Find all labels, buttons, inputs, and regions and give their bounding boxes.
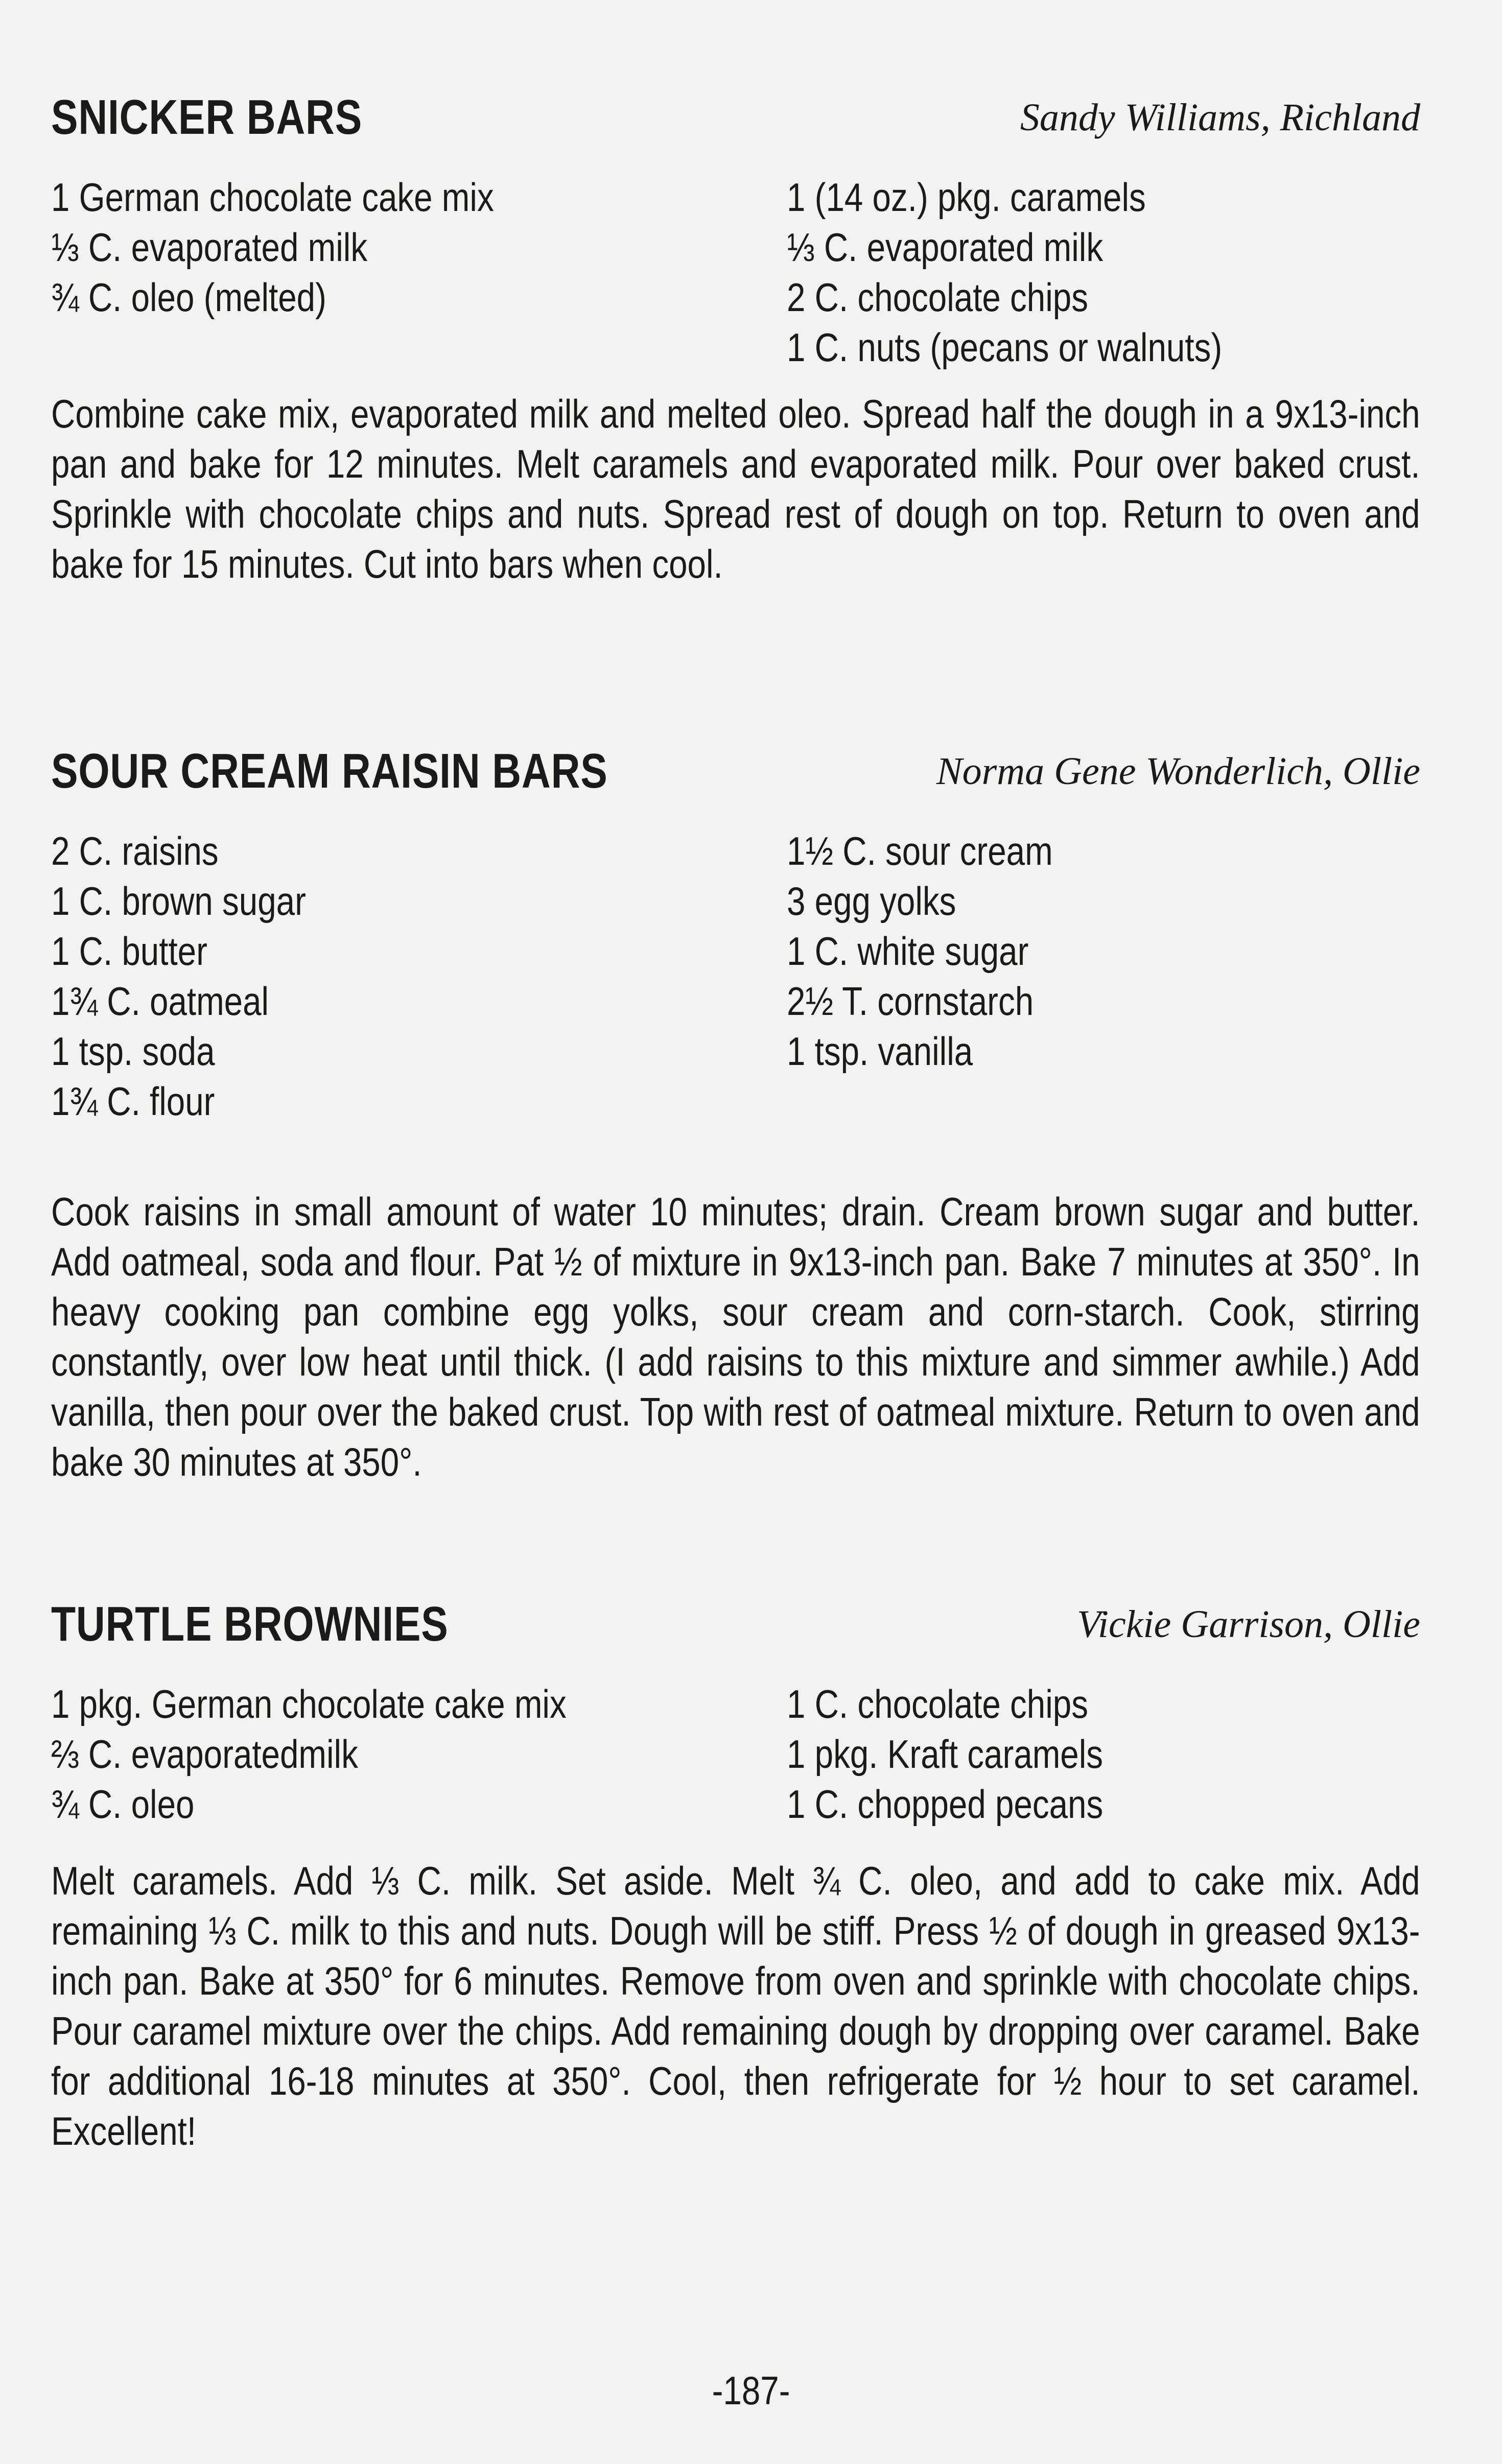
ingredient: 2 C. chocolate chips [787,275,1089,320]
recipe-snicker-bars [51,84,1420,589]
ingredients-right-column [787,172,1420,372]
ingredient: 1 German chocolate cake mix [51,175,494,220]
recipe-title: TURTLE BROWNIES [51,1597,449,1651]
ingredients-list [51,1679,1420,1829]
ingredient: 1 C. chopped pecans [787,1782,1104,1827]
page-number-text: -187- [712,2368,790,2413]
page-number [0,2365,1502,2416]
ingredient: 3 egg yolks [787,879,956,923]
ingredient: 1 tsp. vanilla [787,1029,973,1074]
recipe-title: SNICKER BARS [51,90,363,145]
ingredient: ⅓ C. evaporated milk [787,225,1104,270]
ingredient: 2½ T. cornstarch [787,979,1034,1024]
ingredient: 1 tsp. soda [51,1029,215,1074]
recipe-author: Norma Gene Wonderlich, Ollie [936,750,1420,793]
ingredient: ⅔ C. evaporatedmilk [51,1732,358,1776]
ingredient: 1 C. brown sugar [51,879,306,923]
ingredient: 1 C. white sugar [787,929,1029,974]
ingredient: 1½ C. sour cream [787,828,1053,873]
ingredient: 1 (14 oz.) pkg. caramels [787,175,1146,220]
ingredients-left-column [51,172,787,372]
recipe-header [51,1591,1420,1668]
ingredient: 1 pkg. Kraft caramels [787,1732,1104,1776]
ingredients-list [51,172,1420,372]
recipe-turtle-brownies [51,1591,1420,2156]
recipe-author: Sandy Williams, Richland [1020,96,1420,139]
recipe-header [51,84,1420,161]
recipe-directions: Combine cake mix, evaporated milk and melted oleo. Spread half the dough in a 9x13-inch pan and bake for 12 minutes. Melt caramels and evaporated milk. Pour over baked crust. Sprinkle with chocolate chips and nuts. Spread rest of dough on top. Return to oven and bake for 15 minutes. Cut into bars when cool. [51,391,1420,586]
ingredient: 1¾ C. oatmeal [51,979,269,1024]
recipe-directions: Cook raisins in small amount of water 10 minutes; drain. Cream brown sugar and butter. Add oatmeal, soda and flour. Pat ½ of mixture in 9x13-inch pan. Bake 7 minutes at 350°. In heavy cooking pan combine egg yolks, sour cream and corn-starch. Cook, stirring constantly, over low heat until thick. (I add raisins to this mixture and simmer awhile.) Add vanilla, then pour over the baked crust. Top with rest of oatmeal mixture. Return to oven and bake 30 minutes at 350°. [51,1189,1420,1484]
ingredient: 1 C. nuts (pecans or walnuts) [787,325,1223,370]
ingredient: ¾ C. oleo (melted) [51,275,326,320]
ingredients-right-column [787,826,1420,1126]
ingredient: ⅓ C. evaporated milk [51,225,368,270]
ingredients-left-column [51,826,787,1126]
recipe-directions: Melt caramels. Add ⅓ C. milk. Set aside. Melt ¾ C. oleo, and add to cake mix. Add remaining ⅓ C. milk to this and nuts. Dough will be stiff. Press ½ of dough in greased 9x13-inch pan. Bake at 350° for 6 minutes. Remove from oven and sprinkle with chocolate chips. Pour caramel mixture over the chips. Add remaining dough by dropping over caramel. Bake for additional 16-18 minutes at 350°. Cool, then refrigerate for ½ hour to set caramel. Excellent! [51,1858,1420,2153]
recipe-header [51,738,1420,815]
ingredients-right-column [787,1679,1420,1829]
recipe-sour-cream-raisin-bars [51,738,1420,1487]
ingredient: 1 pkg. German chocolate cake mix [51,1681,567,1726]
ingredient: 1 C. butter [51,929,207,974]
ingredients-left-column [51,1679,787,1829]
recipe-author: Vickie Garrison, Ollie [1077,1603,1420,1646]
ingredients-list [51,826,1420,1126]
ingredient: 2 C. raisins [51,828,219,873]
ingredient: ¾ C. oleo [51,1782,195,1827]
recipe-title: SOUR CREAM RAISIN BARS [51,744,608,798]
ingredient: 1¾ C. flour [51,1079,215,1124]
ingredient: 1 C. chocolate chips [787,1681,1089,1726]
